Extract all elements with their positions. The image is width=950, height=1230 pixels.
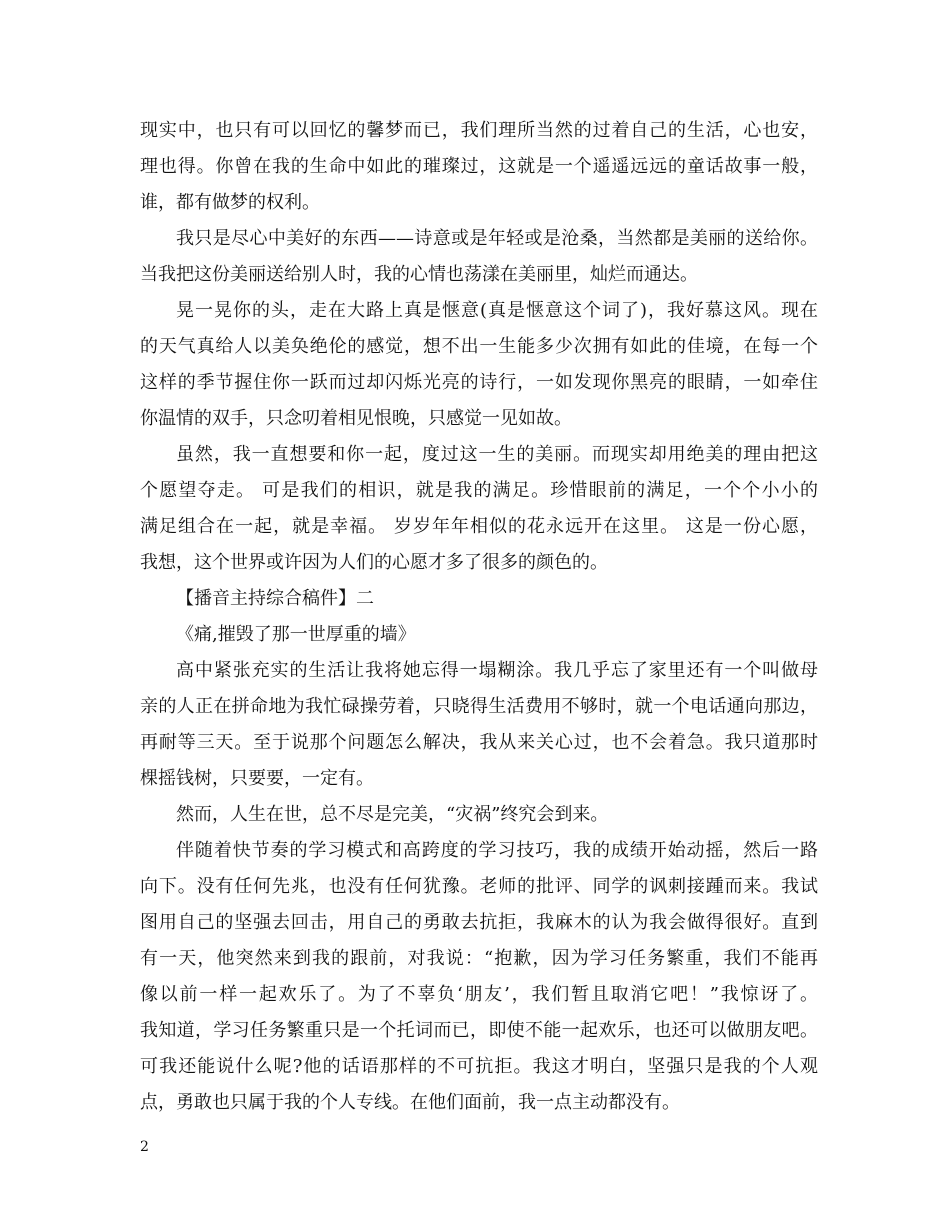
text-line: 我只是尽心中美好的东西——诗意或是年轻或是沧桑，当然都是美丽的送给你。 [176,228,818,249]
text-line: 然而，人生在世，总不尽是完美，“灾祸”终究会到来。 [176,804,609,825]
text-line: 晃一晃你的头，走在大路上真是惬意(真是惬意这个词了)，我好慕这风。现在 [176,300,818,321]
text-line: 虽然，我一直想要和你一起，度过这一生的美丽。而现实却用绝美的理由把这 [176,444,818,465]
text-line: 现实中，也只有可以回忆的馨梦而已，我们理所当然的过着自己的生活，心也安， [140,120,818,141]
text-line: 点，勇敢也只属于我的个人专线。在他们面前，我一点主动都没有。 [140,1092,680,1113]
text-line: 向下。没有任何先兆，也没有任何犹豫。老师的批评、同学的讽刺接踵而来。我试 [140,876,818,897]
text-line: 谁，都有做梦的权利。 [140,192,320,213]
text-line: 这样的季节握住你一跃而过却闪烁光亮的诗行，一如发现你黑亮的眼睛，一如牵住 [140,372,818,393]
text-line: 你温情的双手，只念叨着相见恨晚，只感觉一见如故。 [140,408,572,429]
text-line: 的天气真给人以美奂绝伦的感觉，想不出一生能多少次拥有如此的佳境，在每一个 [140,336,818,357]
text-line: 棵摇钱树，只要要，一定有。 [140,768,374,789]
text-line: 伴随着快节奏的学习模式和高跨度的学习技巧，我的成绩开始动摇，然后一路 [176,840,818,861]
text-line: 高中紧张充实的生活让我将她忘得一塌糊涂。我几乎忘了家里还有一个叫做母 [176,660,818,681]
text-line: 再耐等三天。至于说那个问题怎么解决，我从来关心过，也不会着急。我只道那时 [140,732,818,753]
text-line: 个愿望夺走。 可是我们的相识，就是我的满足。珍惜眼前的满足，一个个小小的 [140,480,818,501]
text-line: 有一天，他突然来到我的跟前，对我说：“抱歉，因为学习任务繁重，我们不能再 [140,948,818,969]
page-number: 2 [140,1139,149,1155]
text-line: 我知道，学习任务繁重只是一个托词而已，即使不能一起欢乐，也还可以做朋友吧。 [140,1020,818,1041]
text-line: 我想，这个世界或许因为人们的心愿才多了很多的颜色的。 [140,552,608,573]
text-line: 图用自己的坚强去回击，用自己的勇敢去抗拒，我麻木的认为我会做得很好。直到 [140,912,818,933]
article-title: 《痛,摧毁了那一世厚重的墙》 [176,624,416,645]
text-line: 满足组合在一起，就是幸福。 岁岁年年相似的花永远开在这里。 这是一份心愿， [140,516,818,537]
text-line: 当我把这份美丽送给别人时，我的心情也荡漾在美丽里，灿烂而通达。 [140,264,698,285]
text-line: 亲的人正在拼命地为我忙碌操劳着，只晓得生活费用不够时，就一个电话通向那边， [140,696,818,717]
section-heading: 【播音主持综合稿件】二 [176,588,374,609]
text-line: 理也得。你曾在我的生命中如此的璀璨过，这就是一个遥遥远远的童话故事一般， [140,156,818,177]
text-line: 可我还能说什么呢?他的话语那样的不可抗拒。我这才明白，坚强只是我的个人观 [140,1056,818,1077]
text-line: 像以前一样一起欢乐了。为了不辜负‘朋友’，我们暂且取消它吧！”我惊讶了。 [140,984,818,1005]
